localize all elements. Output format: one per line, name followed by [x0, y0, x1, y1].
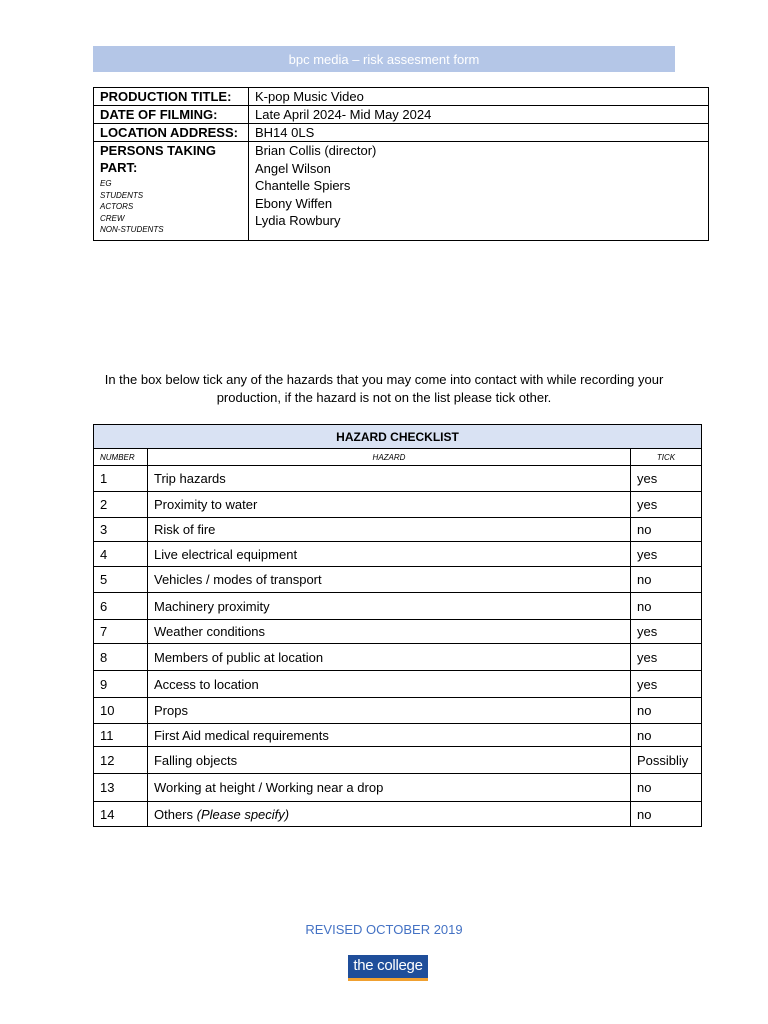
- hazard-tick[interactable]: Possibliy: [631, 747, 702, 774]
- hazard-name-cell: [147, 518, 630, 542]
- persons-example: STUDENTS: [100, 190, 144, 200]
- hazard-number: 12: [94, 747, 148, 774]
- persons-example: CREW: [100, 213, 125, 223]
- hazard-number: 4: [94, 542, 148, 567]
- location-address-row: [94, 124, 709, 142]
- hazard-name: Vehicles / modes of transport: [153, 572, 322, 587]
- hazard-number: 1: [94, 466, 148, 492]
- hazard-tick[interactable]: no: [631, 802, 702, 827]
- hazard-name: Falling objects: [153, 752, 238, 768]
- hazard-name: Weather conditions: [153, 624, 266, 639]
- column-header-number: NUMBER: [94, 449, 148, 466]
- hazard-tick[interactable]: yes: [631, 620, 702, 644]
- hazard-instructions: In the box below tick any of the hazards that you may come into contact with while recording your production, if the hazard is not on the list please tick other.: [104, 372, 664, 405]
- hazard-name: Props: [153, 703, 188, 718]
- hazard-name-cell: [147, 542, 630, 567]
- person-name: Ebony Wiffen: [255, 195, 333, 211]
- hazard-tick[interactable]: no: [631, 518, 702, 542]
- hazard-number: 14: [94, 802, 148, 827]
- hazard-number: 8: [94, 644, 148, 671]
- hazard-row: [94, 518, 702, 542]
- hazard-tick[interactable]: yes: [631, 466, 702, 492]
- hazard-name-cell: [147, 724, 630, 747]
- person-name: Angel Wilson: [255, 160, 331, 176]
- hazard-number: 13: [94, 774, 148, 802]
- hazard-tick[interactable]: no: [631, 593, 702, 620]
- hazard-name-cell: [147, 671, 630, 698]
- hazard-number: 3: [94, 518, 148, 542]
- person-name: Chantelle Spiers: [255, 178, 351, 193]
- hazard-name-cell: [147, 466, 630, 492]
- hazard-name-cell: [147, 747, 630, 774]
- hazard-row: [94, 698, 702, 724]
- hazard-number: 7: [94, 620, 148, 644]
- hazard-tick[interactable]: yes: [631, 644, 702, 671]
- hazard-tick[interactable]: no: [631, 774, 702, 802]
- hazard-name-cell: [147, 593, 630, 620]
- hazard-name: Working at height / Working near a drop: [153, 780, 384, 795]
- hazard-name: Machinery proximity: [153, 598, 270, 614]
- hazard-name: Trip hazards: [153, 471, 226, 486]
- person-name: Brian Collis (director): [255, 143, 377, 158]
- hazard-row: [94, 620, 702, 644]
- persons-taking-part-value[interactable]: [249, 142, 709, 241]
- hazard-name: Proximity to water: [153, 497, 258, 512]
- hazard-name-cell: [147, 802, 630, 827]
- date-of-filming-row: [94, 106, 709, 124]
- hazard-tick[interactable]: no: [631, 567, 702, 593]
- hazard-number: 11: [94, 724, 148, 747]
- hazard-tick[interactable]: yes: [631, 542, 702, 567]
- production-details-table: [93, 87, 709, 241]
- hazard-name: Live electrical equipment: [153, 546, 298, 562]
- persons-taking-part-cell: [94, 142, 249, 241]
- hazard-name-cell: [147, 620, 630, 644]
- hazard-checklist-title-row: [94, 425, 702, 449]
- hazard-number: 2: [94, 492, 148, 518]
- hazard-row: [94, 671, 702, 698]
- hazard-name-cell: [147, 567, 630, 593]
- person-name: Lydia Rowbury: [255, 213, 341, 228]
- hazard-row: [94, 567, 702, 593]
- location-address-value[interactable]: BH14 0LS: [249, 124, 709, 142]
- production-title-row: [94, 88, 709, 106]
- hazard-checklist-table: [93, 424, 702, 827]
- hazard-row: [94, 747, 702, 774]
- persons-example: NON-STUDENTS: [100, 225, 164, 234]
- hazard-checklist-header-row: [94, 449, 702, 466]
- persons-examples-list: [100, 176, 242, 240]
- date-of-filming-label: DATE OF FILMING:: [94, 106, 249, 124]
- date-of-filming-value[interactable]: Late April 2024- Mid May 2024: [249, 106, 709, 124]
- revision-note: REVISED OCTOBER 2019: [305, 922, 463, 937]
- hazard-row: [94, 492, 702, 518]
- college-logo: the college: [348, 955, 428, 981]
- hazard-tick[interactable]: no: [631, 724, 702, 747]
- hazard-row: [94, 542, 702, 567]
- hazard-name: Access to location: [153, 676, 259, 692]
- hazard-tick[interactable]: yes: [631, 671, 702, 698]
- hazard-tick[interactable]: no: [631, 698, 702, 724]
- hazard-row: [94, 724, 702, 747]
- hazard-name: Risk of fire: [153, 522, 216, 537]
- hazard-number: 6: [94, 593, 148, 620]
- hazard-row: [94, 593, 702, 620]
- hazard-row: [94, 802, 702, 827]
- hazard-number: 5: [94, 567, 148, 593]
- persons-example: ACTORS: [100, 202, 134, 211]
- hazard-name-cell: [147, 644, 630, 671]
- persons-example: EG: [100, 179, 112, 188]
- hazard-checklist-title: HAZARD CHECKLIST: [94, 425, 702, 449]
- hazard-row: [94, 644, 702, 671]
- form-title-banner: bpc media – risk assesment form: [93, 46, 675, 72]
- hazard-number: 9: [94, 671, 148, 698]
- hazard-name-cell: [147, 774, 630, 802]
- persons-taking-part-row: [94, 142, 709, 241]
- hazard-name-cell: [147, 492, 630, 518]
- hazard-name: Members of public at location: [153, 649, 324, 665]
- hazard-number: 10: [94, 698, 148, 724]
- hazard-row: [94, 466, 702, 492]
- hazard-tick[interactable]: yes: [631, 492, 702, 518]
- hazard-rows: [94, 466, 702, 827]
- production-title-value[interactable]: K-pop Music Video: [249, 88, 709, 106]
- hazard-row: [94, 774, 702, 802]
- hazard-note: (Please specify): [196, 806, 290, 822]
- hazard-name: Others: [153, 806, 193, 822]
- persons-taking-part-label: PERSONS TAKING PART:: [100, 143, 217, 175]
- hazard-name: First Aid medical requirements: [153, 727, 329, 743]
- production-title-label: PRODUCTION TITLE:: [94, 88, 249, 106]
- location-address-label: LOCATION ADDRESS:: [94, 124, 249, 142]
- column-header-hazard: HAZARD: [147, 449, 630, 466]
- column-header-tick: TICK: [631, 449, 702, 466]
- hazard-name-cell: [147, 698, 630, 724]
